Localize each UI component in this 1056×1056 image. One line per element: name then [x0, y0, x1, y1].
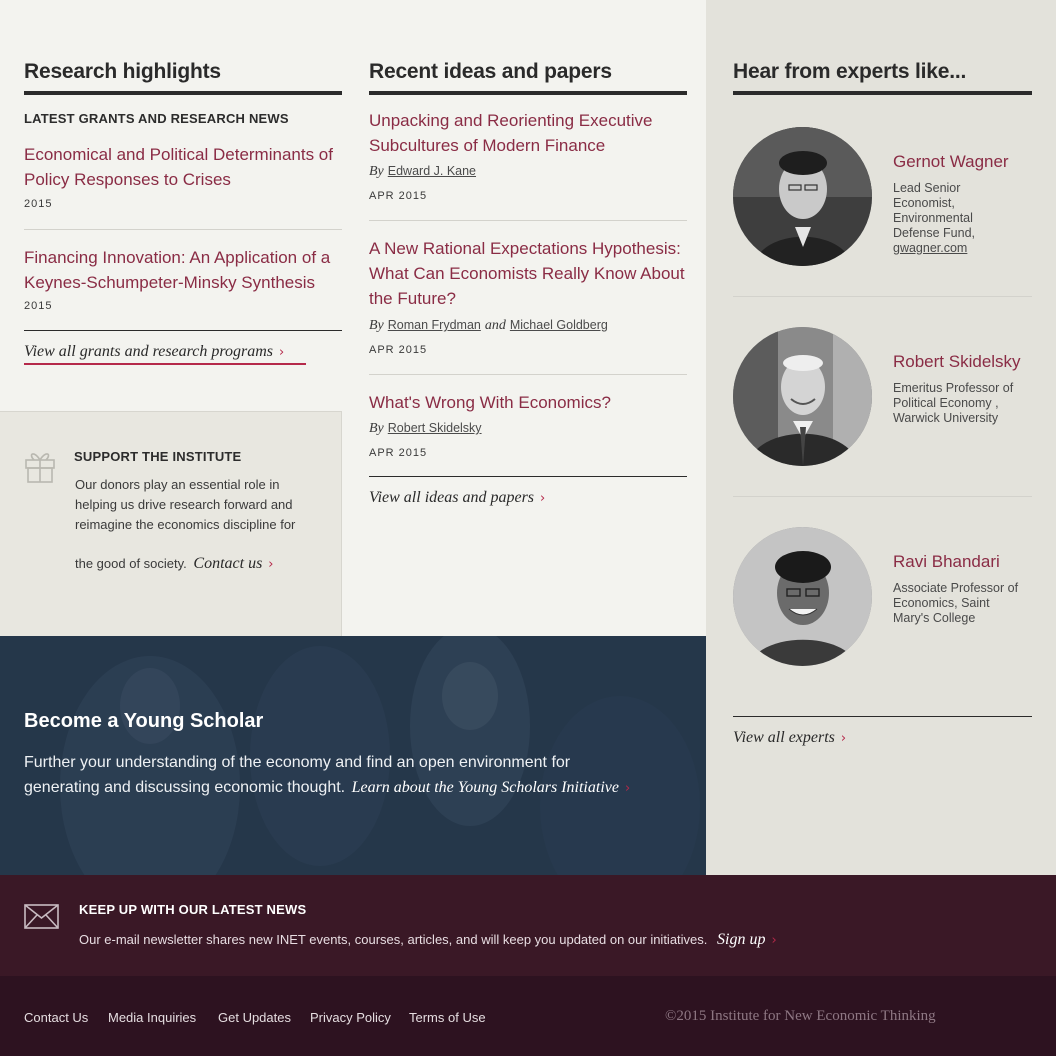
expert-desc-line: Economist,: [893, 196, 955, 210]
paper-title-line: the Future?: [369, 289, 456, 308]
footer-link-terms-of-use[interactable]: Terms of Use: [409, 1010, 486, 1025]
newsletter-title: KEEP UP WITH OUR LATEST NEWS: [79, 902, 307, 917]
research-title-rule: [24, 91, 342, 95]
expert-desc-line: Defense Fund,: [893, 226, 975, 240]
expert-description: [893, 381, 1033, 426]
and-label: and: [484, 318, 506, 333]
footer-link-get-updates[interactable]: Get Updates: [218, 1010, 291, 1025]
author-link[interactable]: Roman Frydman: [387, 318, 481, 332]
young-scholars-label: Learn about the Young Scholars Initiative: [351, 779, 619, 796]
footer-link-privacy-policy[interactable]: Privacy Policy: [310, 1010, 391, 1025]
avatar[interactable]: [733, 527, 872, 666]
author-link[interactable]: Robert Skidelsky: [387, 421, 482, 435]
research-item-year: 2015: [24, 198, 53, 210]
paper-link[interactable]: [369, 108, 687, 158]
support-text-line: helping us drive research forward and: [75, 497, 293, 512]
author-link[interactable]: Edward J. Kane: [387, 164, 477, 178]
research-item-title-line: Financing Innovation: An Application of a: [24, 248, 331, 267]
view-all-ideas-label: View all ideas and papers: [369, 489, 535, 506]
by-label: By: [369, 164, 384, 179]
expert-desc-line: Economics, Saint: [893, 596, 990, 610]
paper-byline: [369, 164, 476, 180]
experts-title: Hear from experts like...: [733, 60, 967, 83]
paper-date: APR 2015: [369, 344, 428, 356]
expert-desc-line: Lead Senior: [893, 181, 961, 195]
paper-title-line: Subcultures of Modern Finance: [369, 136, 606, 155]
expert-name-link[interactable]: Ravi Bhandari: [893, 552, 1000, 571]
copyright: ©2015 Institute for New Economic Thinking: [665, 1008, 936, 1024]
paper-byline: [369, 421, 482, 437]
ideas-title-rule: [369, 91, 687, 95]
paper-link[interactable]: [369, 236, 687, 311]
support-text-line: Our donors play an essential role in: [75, 477, 280, 492]
expert-desc-line: Mary's College: [893, 611, 976, 625]
paper-title-line: What Can Economists Really Know About: [369, 264, 685, 283]
view-all-grants-link[interactable]: [24, 343, 284, 361]
paper-title-line: Unpacking and Reorienting Executive: [369, 111, 653, 130]
footer-link-contact-us[interactable]: Contact Us: [24, 1010, 89, 1025]
research-item-title-line: Economical and Political Determinants of: [24, 145, 333, 164]
expert-desc-line: Emeritus Professor of: [893, 381, 1014, 395]
paper-byline: [369, 318, 608, 334]
newsletter-text-row: [79, 931, 777, 949]
expert-description: [893, 581, 1033, 626]
expert-desc-line: Political Economy ,: [893, 396, 999, 410]
footer-link-media-inquiries[interactable]: Media Inquiries: [108, 1010, 197, 1025]
expert-desc-line: Associate Professor of: [893, 581, 1019, 595]
expert-description: [893, 181, 1033, 256]
research-kicker: LATEST GRANTS AND RESEARCH NEWS: [24, 111, 289, 126]
research-item-year: 2015: [24, 300, 53, 312]
newsletter-text: Our e-mail newsletter shares new INET events, courses, articles, and will keep you updated on our initiatives.: [79, 932, 708, 947]
chevron-right-icon: ›: [279, 345, 285, 360]
chevron-right-icon: ›: [624, 781, 631, 796]
young-scholars-link[interactable]: [352, 779, 631, 796]
expert-desc-line: Environmental: [893, 211, 973, 225]
paper-date: APR 2015: [369, 190, 428, 202]
avatar[interactable]: [733, 327, 872, 466]
divider: [733, 716, 1032, 717]
divider: [24, 330, 342, 331]
gift-icon: [24, 448, 56, 488]
research-item-link[interactable]: [24, 245, 342, 295]
divider: [733, 496, 1032, 497]
contact-us-link[interactable]: [193, 555, 273, 572]
support-text-end: [75, 555, 274, 573]
research-item-link[interactable]: [24, 142, 342, 192]
scholar-text: [24, 750, 694, 801]
divider: [733, 296, 1032, 297]
research-item-title-line: Keynes-Schumpeter-Minsky Synthesis: [24, 273, 316, 292]
paper-title-line: What's Wrong With Economics?: [369, 393, 611, 412]
research-item-title-line: Policy Responses to Crises: [24, 170, 231, 189]
support-text-line: the good of society.: [75, 556, 187, 571]
by-label: By: [369, 421, 384, 436]
chevron-right-icon: ›: [840, 731, 847, 746]
divider: [24, 229, 342, 230]
expert-name-link[interactable]: Gernot Wagner: [893, 152, 1009, 171]
divider: [369, 476, 687, 477]
support-text-line: reimagine the economics discipline for: [75, 517, 296, 532]
view-all-ideas-link[interactable]: [369, 489, 545, 507]
divider: [369, 220, 687, 221]
paper-date: APR 2015: [369, 447, 428, 459]
mail-icon: [24, 904, 59, 929]
ideas-title: Recent ideas and papers: [369, 60, 612, 83]
divider: [369, 374, 687, 375]
view-all-experts-link[interactable]: [733, 729, 846, 747]
avatar-photo: [733, 527, 872, 666]
scholar-title: Become a Young Scholar: [24, 710, 264, 732]
by-label: By: [369, 318, 384, 333]
paper-title-line: A New Rational Expectations Hypothesis:: [369, 239, 681, 258]
scholar-text-line: generating and discussing economic thought.: [24, 779, 346, 796]
research-title: Research highlights: [24, 60, 221, 83]
paper-link[interactable]: [369, 390, 687, 415]
view-all-grants-label: View all grants and research programs: [24, 343, 274, 360]
experts-title-rule: [733, 91, 1032, 95]
newsletter-bar: [0, 875, 1056, 976]
chevron-right-icon: ›: [771, 933, 777, 948]
expert-desc-line: Warwick University: [893, 411, 999, 425]
chevron-right-icon: ›: [540, 491, 546, 506]
sign-up-label: Sign up: [717, 931, 766, 948]
link-underline: [24, 363, 306, 365]
author-link[interactable]: Michael Goldberg: [509, 318, 608, 332]
avatar-photo: [733, 127, 872, 266]
scholar-text-line: Further your understanding of the economy and find an open environment for: [24, 754, 571, 771]
expert-name-link[interactable]: Robert Skidelsky: [893, 352, 1021, 371]
support-text: [75, 475, 330, 535]
support-title: SUPPORT THE INSTITUTE: [74, 449, 242, 464]
expert-website-link[interactable]: gwagner.com: [893, 241, 968, 255]
avatar-photo: [733, 327, 872, 466]
view-all-experts-label: View all experts: [733, 729, 835, 746]
avatar[interactable]: [733, 127, 872, 266]
chevron-right-icon: ›: [268, 557, 274, 572]
sign-up-link[interactable]: [717, 931, 777, 948]
contact-us-label: Contact us: [193, 555, 263, 572]
